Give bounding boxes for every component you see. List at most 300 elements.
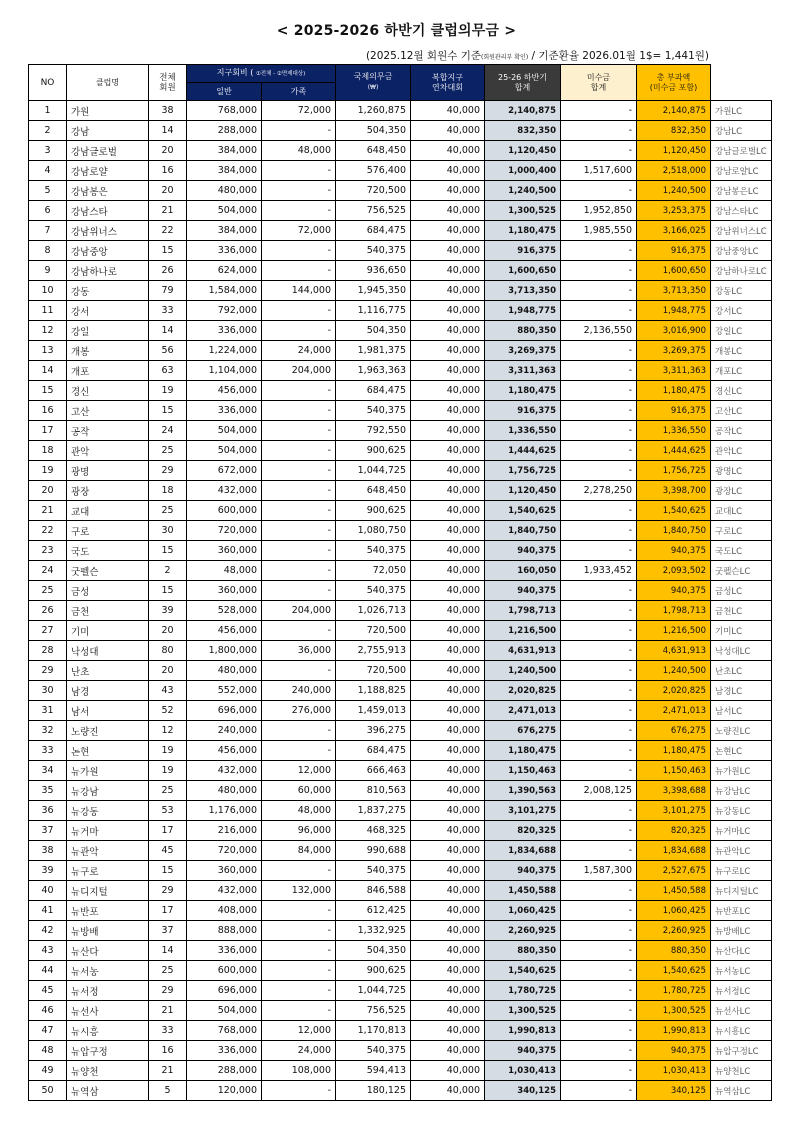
cell-members: 52	[149, 701, 187, 721]
cell-grand-total: 3,016,900	[637, 321, 711, 341]
table-row	[29, 641, 772, 661]
cell-general: 432,000	[187, 761, 262, 781]
cell-combined: 40,000	[411, 581, 485, 601]
cell-intl: 846,588	[336, 881, 411, 901]
cell-grand-total: 1,240,500	[637, 661, 711, 681]
cell-no: 32	[29, 721, 67, 741]
cell-members: 38	[149, 101, 187, 121]
cell-no: 4	[29, 161, 67, 181]
cell-members: 19	[149, 381, 187, 401]
cell-general: 240,000	[187, 721, 262, 741]
cell-members: 29	[149, 981, 187, 1001]
cell-club: 강서	[67, 301, 149, 321]
cell-unpaid: -	[561, 521, 637, 541]
cell-grand-total: 3,398,688	[637, 781, 711, 801]
cell-club: 강남중앙	[67, 241, 149, 261]
cell-combined: 40,000	[411, 701, 485, 721]
cell-general: 672,000	[187, 461, 262, 481]
cell-intl: 1,459,013	[336, 701, 411, 721]
cell-intl: 540,375	[336, 401, 411, 421]
cell-lc-name: 남경LC	[711, 681, 772, 701]
cell-total: 1,834,688	[485, 841, 561, 861]
cell-family: -	[262, 321, 336, 341]
header-intl-line1: 국제의무금	[353, 72, 393, 81]
cell-family: 60,000	[262, 781, 336, 801]
cell-grand-total: 1,300,525	[637, 1001, 711, 1021]
cell-no: 5	[29, 181, 67, 201]
cell-total: 1,798,713	[485, 601, 561, 621]
cell-club: 개봉	[67, 341, 149, 361]
cell-intl: 180,125	[336, 1081, 411, 1101]
cell-general: 336,000	[187, 321, 262, 341]
cell-family: -	[262, 581, 336, 601]
cell-unpaid: -	[561, 501, 637, 521]
cell-lc-name: 개봉LC	[711, 341, 772, 361]
cell-total: 1,756,725	[485, 461, 561, 481]
cell-unpaid: -	[561, 1021, 637, 1041]
cell-family: -	[262, 481, 336, 501]
cell-unpaid: -	[561, 121, 637, 141]
cell-family: -	[262, 301, 336, 321]
cell-lc-name: 뉴방배LC	[711, 921, 772, 941]
cell-family: 24,000	[262, 341, 336, 361]
cell-general: 504,000	[187, 421, 262, 441]
cell-members: 15	[149, 541, 187, 561]
cell-unpaid: -	[561, 1081, 637, 1101]
cell-combined: 40,000	[411, 461, 485, 481]
cell-grand-total: 340,125	[637, 1081, 711, 1101]
cell-total: 1,390,563	[485, 781, 561, 801]
header-family: 가족	[262, 83, 336, 101]
cell-club: 뉴산다	[67, 941, 149, 961]
cell-club: 국도	[67, 541, 149, 561]
cell-grand-total: 916,375	[637, 401, 711, 421]
cell-family: -	[262, 901, 336, 921]
cell-members: 14	[149, 941, 187, 961]
cell-club: 굿펠슨	[67, 561, 149, 581]
cell-grand-total: 2,260,925	[637, 921, 711, 941]
table-row	[29, 761, 772, 781]
cell-club: 뉴강동	[67, 801, 149, 821]
cell-general: 528,000	[187, 601, 262, 621]
cell-family: -	[262, 401, 336, 421]
table-row	[29, 501, 772, 521]
cell-members: 20	[149, 621, 187, 641]
cell-no: 19	[29, 461, 67, 481]
header-unpaid-line2: 합계	[590, 82, 607, 92]
cell-unpaid: -	[561, 701, 637, 721]
cell-intl: 666,463	[336, 761, 411, 781]
cell-lc-name: 뉴반포LC	[711, 901, 772, 921]
cell-general: 384,000	[187, 141, 262, 161]
cell-members: 21	[149, 1061, 187, 1081]
cell-grand-total: 832,350	[637, 121, 711, 141]
cell-combined: 40,000	[411, 481, 485, 501]
cell-combined: 40,000	[411, 1021, 485, 1041]
cell-club: 강남봉은	[67, 181, 149, 201]
cell-club: 강동	[67, 281, 149, 301]
cell-lc-name: 뉴구로LC	[711, 861, 772, 881]
cell-club: 강일	[67, 321, 149, 341]
table-row	[29, 901, 772, 921]
header-grand-line2: (미수금 포함)	[649, 82, 698, 92]
cell-family: 204,000	[262, 601, 336, 621]
cell-intl: 1,044,725	[336, 461, 411, 481]
cell-combined: 40,000	[411, 1001, 485, 1021]
cell-unpaid: 1,933,452	[561, 561, 637, 581]
cell-family: -	[262, 521, 336, 541]
cell-combined: 40,000	[411, 301, 485, 321]
cell-unpaid: 1,587,300	[561, 861, 637, 881]
cell-family: -	[262, 421, 336, 441]
cell-general: 48,000	[187, 561, 262, 581]
table-row	[29, 541, 772, 561]
cell-family: -	[262, 861, 336, 881]
cell-members: 12	[149, 721, 187, 741]
cell-no: 1	[29, 101, 67, 121]
cell-lc-name: 광명LC	[711, 461, 772, 481]
cell-general: 384,000	[187, 161, 262, 181]
cell-total: 2,140,875	[485, 101, 561, 121]
cell-family: -	[262, 261, 336, 281]
cell-club: 금성	[67, 581, 149, 601]
cell-intl: 1,170,813	[336, 1021, 411, 1041]
cell-club: 가원	[67, 101, 149, 121]
cell-members: 20	[149, 141, 187, 161]
cell-intl: 1,332,925	[336, 921, 411, 941]
cell-family: -	[262, 181, 336, 201]
cell-lc-name: 뉴역삼LC	[711, 1081, 772, 1101]
cell-intl: 72,050	[336, 561, 411, 581]
cell-family: -	[262, 241, 336, 261]
cell-unpaid: -	[561, 101, 637, 121]
cell-club: 뉴구로	[67, 861, 149, 881]
cell-general: 600,000	[187, 501, 262, 521]
cell-lc-name: 남서LC	[711, 701, 772, 721]
cell-combined: 40,000	[411, 361, 485, 381]
cell-members: 25	[149, 961, 187, 981]
cell-no: 16	[29, 401, 67, 421]
cell-intl: 576,400	[336, 161, 411, 181]
table-row	[29, 661, 772, 681]
cell-general: 456,000	[187, 741, 262, 761]
cell-grand-total: 820,325	[637, 821, 711, 841]
cell-members: 33	[149, 1021, 187, 1041]
cell-club: 뉴서정	[67, 981, 149, 1001]
table-row	[29, 441, 772, 461]
cell-intl: 720,500	[336, 621, 411, 641]
cell-no: 10	[29, 281, 67, 301]
cell-unpaid: -	[561, 741, 637, 761]
table-row	[29, 1061, 772, 1081]
cell-members: 37	[149, 921, 187, 941]
cell-unpaid: 1,517,600	[561, 161, 637, 181]
cell-intl: 1,981,375	[336, 341, 411, 361]
cell-general: 1,176,000	[187, 801, 262, 821]
cell-club: 강남위너스	[67, 221, 149, 241]
cell-intl: 648,450	[336, 141, 411, 161]
cell-family: 204,000	[262, 361, 336, 381]
cell-total: 940,375	[485, 541, 561, 561]
cell-total: 2,471,013	[485, 701, 561, 721]
cell-intl: 540,375	[336, 241, 411, 261]
table-row	[29, 181, 772, 201]
cell-total: 1,060,425	[485, 901, 561, 921]
cell-lc-name: 뉴거마LC	[711, 821, 772, 841]
table-row	[29, 861, 772, 881]
cell-combined: 40,000	[411, 541, 485, 561]
cell-grand-total: 3,269,375	[637, 341, 711, 361]
cell-members: 14	[149, 121, 187, 141]
cell-unpaid: -	[561, 921, 637, 941]
cell-unpaid: -	[561, 141, 637, 161]
cell-unpaid: -	[561, 641, 637, 661]
cell-total: 1,540,625	[485, 961, 561, 981]
cell-lc-name: 강남하나로LC	[711, 261, 772, 281]
cell-intl: 1,188,825	[336, 681, 411, 701]
header-members-line2: 회원	[159, 82, 176, 93]
cell-intl: 540,375	[336, 581, 411, 601]
cell-unpaid: -	[561, 241, 637, 261]
cell-club: 뉴관악	[67, 841, 149, 861]
cell-intl: 594,413	[336, 1061, 411, 1081]
cell-club: 뉴시흥	[67, 1021, 149, 1041]
cell-unpaid: -	[561, 661, 637, 681]
cell-general: 336,000	[187, 1041, 262, 1061]
cell-lc-name: 경신LC	[711, 381, 772, 401]
cell-combined: 40,000	[411, 601, 485, 621]
cell-general: 480,000	[187, 781, 262, 801]
cell-total: 820,325	[485, 821, 561, 841]
cell-unpaid: -	[561, 1061, 637, 1081]
cell-no: 3	[29, 141, 67, 161]
cell-combined: 40,000	[411, 221, 485, 241]
table-row	[29, 601, 772, 621]
cell-unpaid: -	[561, 421, 637, 441]
cell-general: 336,000	[187, 941, 262, 961]
cell-combined: 40,000	[411, 841, 485, 861]
cell-members: 24	[149, 421, 187, 441]
cell-grand-total: 3,713,350	[637, 281, 711, 301]
cell-total: 1,180,475	[485, 741, 561, 761]
cell-club: 개포	[67, 361, 149, 381]
cell-no: 46	[29, 1001, 67, 1021]
cell-grand-total: 2,471,013	[637, 701, 711, 721]
cell-lc-name: 뉴양천LC	[711, 1061, 772, 1081]
cell-no: 24	[29, 561, 67, 581]
cell-unpaid: -	[561, 1001, 637, 1021]
cell-club: 낙성대	[67, 641, 149, 661]
cell-intl: 720,500	[336, 181, 411, 201]
table-row	[29, 681, 772, 701]
table-row	[29, 781, 772, 801]
table-row	[29, 821, 772, 841]
table-row	[29, 1041, 772, 1061]
cell-family: -	[262, 1001, 336, 1021]
cell-grand-total: 1,798,713	[637, 601, 711, 621]
cell-grand-total: 1,336,550	[637, 421, 711, 441]
cell-members: 19	[149, 761, 187, 781]
cell-intl: 540,375	[336, 861, 411, 881]
cell-lc-name: 금천LC	[711, 601, 772, 621]
cell-members: 25	[149, 441, 187, 461]
cell-total: 1,300,525	[485, 1001, 561, 1021]
cell-total: 1,780,725	[485, 981, 561, 1001]
cell-total: 1,240,500	[485, 661, 561, 681]
cell-grand-total: 4,631,913	[637, 641, 711, 661]
cell-combined: 40,000	[411, 801, 485, 821]
cell-no: 39	[29, 861, 67, 881]
cell-grand-total: 1,060,425	[637, 901, 711, 921]
cell-no: 35	[29, 781, 67, 801]
cell-total: 4,631,913	[485, 641, 561, 661]
cell-unpaid: -	[561, 361, 637, 381]
cell-members: 16	[149, 161, 187, 181]
cell-members: 15	[149, 401, 187, 421]
cell-unpaid: -	[561, 981, 637, 1001]
cell-intl: 756,525	[336, 1001, 411, 1021]
cell-unpaid: -	[561, 941, 637, 961]
cell-club: 뉴양천	[67, 1061, 149, 1081]
cell-combined: 40,000	[411, 261, 485, 281]
cell-combined: 40,000	[411, 941, 485, 961]
cell-members: 25	[149, 781, 187, 801]
cell-intl: 612,425	[336, 901, 411, 921]
cell-general: 504,000	[187, 201, 262, 221]
cell-unpaid: 1,952,850	[561, 201, 637, 221]
cell-no: 44	[29, 961, 67, 981]
cell-unpaid: -	[561, 401, 637, 421]
cell-combined: 40,000	[411, 381, 485, 401]
cell-grand-total: 1,120,450	[637, 141, 711, 161]
cell-unpaid: -	[561, 841, 637, 861]
table-row	[29, 1081, 772, 1101]
cell-grand-total: 2,093,502	[637, 561, 711, 581]
cell-club: 강남	[67, 121, 149, 141]
header-members	[149, 65, 187, 101]
cell-family: 132,000	[262, 881, 336, 901]
cell-no: 45	[29, 981, 67, 1001]
cell-members: 15	[149, 861, 187, 881]
header-combined-line2: 연차대회	[432, 82, 463, 92]
cell-grand-total: 676,275	[637, 721, 711, 741]
cell-no: 9	[29, 261, 67, 281]
subtitle-note: (회원관리부 확인)	[481, 54, 529, 61]
cell-no: 12	[29, 321, 67, 341]
cell-grand-total: 1,780,725	[637, 981, 711, 1001]
cell-combined: 40,000	[411, 501, 485, 521]
table-row	[29, 741, 772, 761]
cell-intl: 540,375	[336, 541, 411, 561]
cell-family: -	[262, 921, 336, 941]
table-row	[29, 581, 772, 601]
cell-no: 21	[29, 501, 67, 521]
cell-no: 34	[29, 761, 67, 781]
cell-combined: 40,000	[411, 661, 485, 681]
cell-intl: 756,525	[336, 201, 411, 221]
cell-family: 48,000	[262, 141, 336, 161]
cell-total: 1,990,813	[485, 1021, 561, 1041]
header-total-line2: 합계	[514, 82, 531, 92]
table-row	[29, 381, 772, 401]
cell-grand-total: 940,375	[637, 581, 711, 601]
cell-total: 160,050	[485, 561, 561, 581]
cell-club: 뉴디지털	[67, 881, 149, 901]
cell-no: 49	[29, 1061, 67, 1081]
table-row	[29, 421, 772, 441]
cell-lc-name: 광장LC	[711, 481, 772, 501]
cell-grand-total: 2,527,675	[637, 861, 711, 881]
cell-intl: 1,260,875	[336, 101, 411, 121]
header-intl	[336, 65, 411, 101]
cell-general: 360,000	[187, 861, 262, 881]
cell-general: 432,000	[187, 881, 262, 901]
cell-combined: 40,000	[411, 621, 485, 641]
cell-family: 276,000	[262, 701, 336, 721]
cell-grand-total: 1,948,775	[637, 301, 711, 321]
cell-family: 96,000	[262, 821, 336, 841]
cell-lc-name: 구로LC	[711, 521, 772, 541]
table-row	[29, 161, 772, 181]
cell-total: 832,350	[485, 121, 561, 141]
cell-intl: 2,755,913	[336, 641, 411, 661]
cell-intl: 900,625	[336, 501, 411, 521]
cell-family: 72,000	[262, 101, 336, 121]
cell-total: 916,375	[485, 241, 561, 261]
cell-general: 768,000	[187, 101, 262, 121]
cell-members: 15	[149, 241, 187, 261]
cell-club: 강남로얄	[67, 161, 149, 181]
cell-lc-name: 굿펠슨LC	[711, 561, 772, 581]
cell-no: 23	[29, 541, 67, 561]
cell-unpaid: 2,008,125	[561, 781, 637, 801]
cell-members: 79	[149, 281, 187, 301]
table-row	[29, 461, 772, 481]
cell-unpaid: -	[561, 381, 637, 401]
header-no: NO	[29, 65, 67, 101]
cell-club: 뉴선사	[67, 1001, 149, 1021]
cell-combined: 40,000	[411, 241, 485, 261]
cell-intl: 684,475	[336, 221, 411, 241]
cell-total: 1,240,500	[485, 181, 561, 201]
cell-total: 1,120,450	[485, 481, 561, 501]
cell-grand-total: 3,398,700	[637, 481, 711, 501]
cell-no: 17	[29, 421, 67, 441]
cell-no: 27	[29, 621, 67, 641]
cell-intl: 936,650	[336, 261, 411, 281]
cell-unpaid: -	[561, 181, 637, 201]
cell-club: 고산	[67, 401, 149, 421]
table-row	[29, 881, 772, 901]
cell-no: 7	[29, 221, 67, 241]
header-grand-total	[637, 65, 711, 101]
header-total	[485, 65, 561, 101]
cell-combined: 40,000	[411, 441, 485, 461]
cell-members: 17	[149, 901, 187, 921]
cell-total: 1,216,500	[485, 621, 561, 641]
cell-members: 56	[149, 341, 187, 361]
cell-lc-name: 고산LC	[711, 401, 772, 421]
cell-grand-total: 2,518,000	[637, 161, 711, 181]
cell-lc-name: 기미LC	[711, 621, 772, 641]
cell-total: 1,180,475	[485, 381, 561, 401]
cell-lc-name: 뉴강남LC	[711, 781, 772, 801]
table-row	[29, 721, 772, 741]
cell-combined: 40,000	[411, 921, 485, 941]
cell-general: 384,000	[187, 221, 262, 241]
cell-no: 29	[29, 661, 67, 681]
cell-intl: 540,375	[336, 1041, 411, 1061]
